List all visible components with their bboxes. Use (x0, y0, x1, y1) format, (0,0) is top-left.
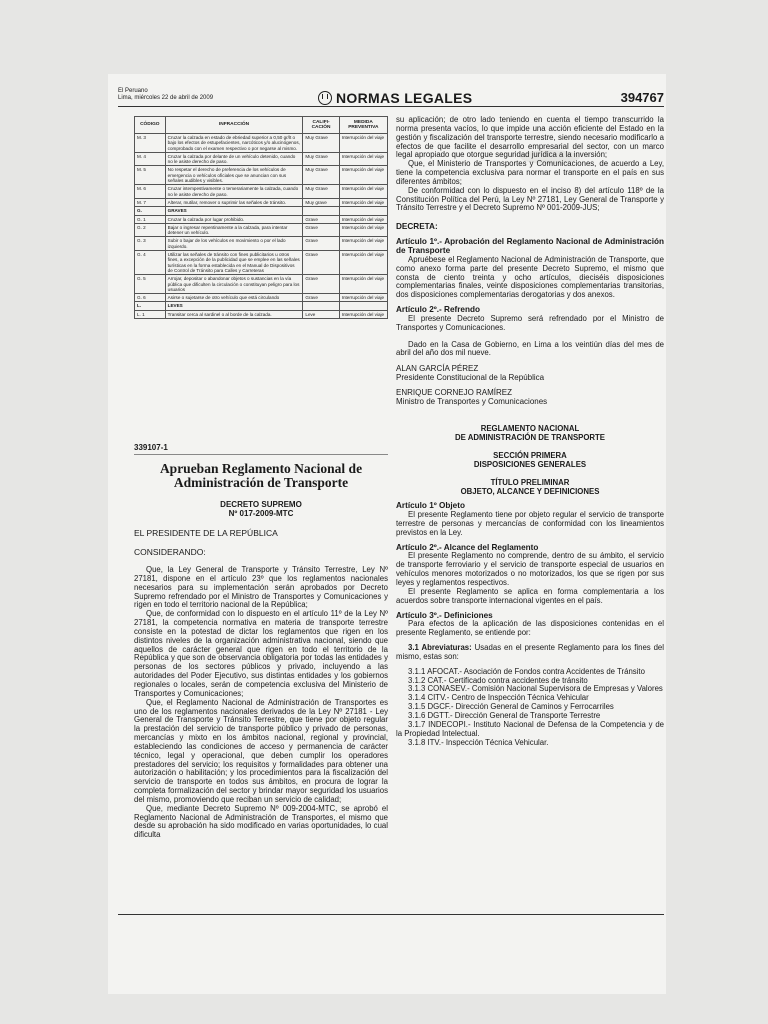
table-row (135, 134, 388, 153)
table-group-row (135, 302, 388, 310)
cell-code: M. 4 (135, 152, 166, 166)
cell-infraction: Utilizar las señales de tránsito con fines publicitarios u otros fines, a excepción de la publicidad que se emplee en las señales turísticas en la forma establecida en el Manual de Dispositivos de Control de Tránsito para Calles y Carreteras (165, 251, 303, 275)
cell-rating (303, 207, 339, 215)
paragraph: Dado en la Casa de Gobierno, en Lima a los veintiún días del mes de abril del año dos mil nueve. (396, 339, 664, 358)
table-group-row (135, 207, 388, 215)
table-row (135, 251, 388, 275)
cell-measure: Interrupción del viaje (339, 215, 387, 223)
abbreviation-list (396, 668, 664, 748)
abbreviation-item: 3.1.5 DGCF.- Dirección General de Caminos y Ferrocarriles (408, 702, 614, 712)
cell-measure (339, 207, 387, 215)
cell-code: L. 1 (135, 310, 166, 318)
cell-code: G. 6 (135, 294, 166, 302)
col-header-rating: CALIFI-CACIÓN (303, 117, 339, 134)
signer-name: ALAN GARCÍA PÉREZ (396, 364, 479, 374)
emblem-icon (318, 91, 332, 105)
cell-measure: Interrupción del viaje (339, 275, 387, 294)
paragraph: El presente Reglamento se aplica en forma complementaria a los acuerdos sobre transporte internacional vigentes en el país. (396, 586, 664, 605)
issue-date: Lima, miércoles 22 de abril de 2009 (118, 95, 214, 101)
article-title: Artículo 1º Objeto (396, 501, 465, 511)
cell-infraction: Cruzar intempestivamente o temerariamente la calzada, cuando no le asiste derecho de paso. (165, 185, 303, 199)
section-heading (396, 451, 664, 469)
col-header-infraction: INFRACCIÓN (165, 117, 303, 134)
section-title-text: NORMAS LEGALES (336, 90, 473, 106)
abbreviation-item: 3.1.1 AFOCAT.- Asociación de Fondos contra Accidentes de Tránsito (408, 666, 645, 676)
abbreviation-item: 3.1.4 CITV.- Centro de Inspección Técnica Vehicular (408, 693, 589, 703)
cell-rating: Grave (303, 294, 339, 302)
abbr-heading: 3.1 Abreviaturas: (408, 643, 472, 653)
decree-label: DECRETO SUPREMO (220, 500, 302, 509)
table-row (135, 198, 388, 206)
cell-measure: Interrupción del viaje (339, 251, 387, 275)
cell-infraction: LEVES (165, 302, 303, 310)
cell-rating: Muy Grave (303, 166, 339, 185)
signer-role: Presidente Constitucional de la República (396, 373, 545, 383)
paragraph: El presente Decreto Supremo será refrendado por el Ministro de Transportes y Comunicaciones. (396, 313, 664, 332)
title-1: TÍTULO PRELIMINAR (490, 478, 570, 488)
abbr-intro: Usadas en el presente Reglamento para los fines del mismo, estas son: (396, 643, 664, 661)
abbreviation-item: 3.1.6 DGTT.- Dirección General de Transporte Terrestre (408, 710, 601, 720)
cell-measure: Interrupción del viaje (339, 310, 387, 318)
article-title: Artículo 2º.- Alcance del Reglamento (396, 542, 539, 552)
regulation-title-2: DE ADMINISTRACIÓN DE TRANSPORTE (454, 433, 606, 443)
paragraph: El presente Reglamento no comprende, dentro de su ámbito, el servicio de transporte ferroviario y el servicio de transporte especial de usuarios en vehículos menores motorizados o no motorizados, los que se rigen por sus leyes y reglamentos respectivos. (396, 551, 664, 587)
cell-code: M. 3 (135, 134, 166, 153)
paragraph: Que, de conformidad con lo dispuesto en el artículo 11º de la Ley Nº 27181, la competencia normativa en materia de transporte terrestre consiste en la potestad de dictar los reglamentos que rigen en los distintos niveles de la organización administrativa nacional, siendo que aquellos de carácter general que rigen en todo el territorio de la República y que son de observancia obligatoria por todas las entidades y personas de los sectores públicos y privado, incluyendo a las autoridades del Poder Ejecutivo, sus distintas entidades y los gobiernos regionales o locales, serán de competencia exclusiva del Ministerio de Transportes y Comunicaciones; (134, 609, 388, 698)
cell-code: M. 5 (135, 166, 166, 185)
left-body (134, 566, 388, 840)
cell-code: G. 1 (135, 215, 166, 223)
cell-measure: Interrupción del viaje (339, 166, 387, 185)
cell-measure: Interrupción del viaje (339, 185, 387, 199)
title-heading (396, 478, 664, 496)
paragraph: Que, el Ministerio de Transportes y Comunicaciones, de acuerdo a Ley, tiene la competencia exclusiva para normar el transporte en el país en sus diferentes ámbitos; (396, 159, 664, 186)
signature-2 (396, 388, 664, 406)
footer-divider (118, 914, 664, 915)
abbreviation-item: 3.1.3 CONASEV.- Comisión Nacional Supervisora de Empresas y Valores (408, 684, 663, 694)
paragraph: Que, la Ley General de Transporte y Tránsito Terrestre, Ley Nº 27181, dispone en el artículo 23º que los reglamentos nacionales necesarios para su implementación serán aprobados por Decreto Supremo refrendado por el Ministro de Transportes y Comunicaciones y rigen en todo el territorio nacional de la República; (134, 565, 388, 610)
cell-infraction: Cruzar la calzada en estado de ebriedad superior a 0,50 gr/lt o bajo los efectos de estupefacientes, narcóticos y/o alucinógenos, comprobado con el examen respectivo o por negarse al mismo. (165, 134, 303, 153)
cell-measure: Interrupción del viaje (339, 294, 387, 302)
section-1: SECCIÓN PRIMERA (493, 451, 567, 461)
paragraph: Apruébese el Reglamento Nacional de Administración de Transporte, que como anexo forma parte del presente Decreto Supremo, el mismo que consta de ciento treinta y ocho artículos, dieciséis disposiciones complementarias finales, veinte disposiciones complementarias transitorias, dos disposiciones complementarias derogatorias y dos anexos. (396, 254, 664, 300)
cell-rating: Grave (303, 251, 339, 275)
cell-infraction: Alterar, mutilar, remover o suprimir las señales de tránsito. (165, 198, 303, 206)
divider (134, 454, 388, 455)
abbreviation-item: 3.1.8 ITV.- Inspección Técnica Vehicular. (408, 737, 549, 747)
cell-measure: Interrupción del viaje (339, 237, 387, 251)
paragraph (396, 644, 664, 662)
table-row (135, 223, 388, 237)
cell-rating: Muy Grave (303, 152, 339, 166)
article-title: Artículo 3º.- Definiciones (396, 610, 493, 620)
table-row (135, 152, 388, 166)
header-divider (118, 106, 664, 107)
cell-code: M. 6 (135, 185, 166, 199)
cell-rating: Muy Grave (303, 185, 339, 199)
table-row (135, 310, 388, 318)
article-title: Artículo 1º.- Aprobación del Reglamento Nacional de Administración de Transporte (396, 237, 664, 255)
abbreviation-item: 3.1.2 CAT.- Certificado contra accidentes de tránsito (408, 675, 588, 685)
cell-infraction: No respetar el derecho de preferencia de los vehículos de emergencia o vehículos oficiales que se anuncian con sus señales audibles y visibles. (165, 166, 303, 185)
page-number: 394767 (620, 90, 664, 105)
cell-measure: Interrupción del viaje (339, 223, 387, 237)
decree-number: Nº 017-2009-MTC (228, 509, 294, 518)
regulation-title (396, 424, 664, 442)
cell-code: G. 3 (135, 237, 166, 251)
cell-infraction: GRAVES (165, 207, 303, 215)
cell-infraction: Arrojar, depositar o abandonar objetos o sustancias en la vía pública que dificulten la circulación o constituyan peligro para los usuarios (165, 275, 303, 294)
paper-name: El Peruano (118, 88, 148, 94)
section-title (318, 90, 472, 106)
cell-code: G. 5 (135, 275, 166, 294)
section-2: DISPOSICIONES GENERALES (473, 460, 587, 470)
cell-infraction: Bajar o ingresar repentinamente a la calzada, para intentar detener un vehículo. (165, 223, 303, 237)
cell-rating: Grave (303, 215, 339, 223)
cell-code: G. (135, 207, 166, 215)
president-line: EL PRESIDENTE DE LA REPÚBLICA (134, 528, 278, 538)
notice-title: Aprueban Reglamento Nacional de Administración de Transporte (159, 461, 363, 490)
paragraph: El presente Reglamento tiene por objeto regular el servicio de transporte terrestre de personas y mercancías de conformidad con los lineamientos previstos en la Ley. (396, 510, 664, 537)
decree-heading (134, 500, 388, 518)
col-header-code: CÓDIGO (135, 117, 166, 134)
cell-infraction: Cruzar la calzada por delante de un vehículo detenido, cuando no le asiste derecho de paso. (165, 152, 303, 166)
cell-rating: Muy grave (303, 198, 339, 206)
title-2: OBJETO, ALCANCE Y DEFINICIONES (460, 487, 600, 497)
table-row (135, 215, 388, 223)
cell-code: L. (135, 302, 166, 310)
paragraph: Para efectos de la aplicación de las disposiciones contenidas en el presente Reglamento, se entiende por: (396, 619, 664, 638)
cell-infraction: Subir o bajar de los vehículos en movimiento o por el lado izquierdo. (165, 237, 303, 251)
paragraph: su aplicación; de otro lado teniendo en cuenta el tiempo transcurrido la norma presenta vacíos, lo que impide una acción eficiente del Estado en la gestión y fiscalización del transporte terrestre, siendo necesario modificarlo a efectos de que facilite el desarrollo empresarial del sector, con un marco legal apropiado que otorgue seguridad jurídica a la inversión; (396, 115, 664, 160)
regulation-title-1: REGLAMENTO NACIONAL (480, 424, 580, 434)
considering-line: CONSIDERANDO: (134, 547, 206, 557)
table-row (135, 275, 388, 294)
cell-infraction: Asirse o sujetarse de otro vehículo que está circulando (165, 294, 303, 302)
table-row (135, 166, 388, 185)
cell-code: G. 2 (135, 223, 166, 237)
cell-measure: Interrupción del viaje (339, 198, 387, 206)
cell-rating: Muy Grave (303, 134, 339, 153)
abbreviation-item: 3.1.7 INDECOPI.- Instituto Nacional de Defensa de la Competencia y de la Propiedad Intelectual. (396, 719, 664, 738)
paragraph: Que, el Reglamento Nacional de Administración de Transportes es uno de los reglamentos nacionales derivados de la Ley Nº 27181 - Ley General de Transporte y Tránsito Terrestre, que tiene por objeto regular la prestación del servicio de transporte público y privado de personas, mercancías y mixto en los ámbitos nacional, regional y provincial, estableciendo las condiciones de acceso y permanencia de carácter técnico, legal y operacional, que deben cumplir los operadores prestadores del servicio; los requisitos y formalidades para obtener una autorización o habilitación; y los procedimientos para la fiscalización del servicio de transporte en todos sus ámbitos, en procura de lograr la completa formalización del sector y brindar mayor seguridad los usuarios del mismo, promoviendo que reciban un servicio de calidad; (134, 697, 388, 804)
header-left (118, 88, 213, 102)
cell-measure: Interrupción del viaje (339, 134, 387, 153)
table-row (135, 185, 388, 199)
infractions-table (134, 116, 388, 319)
cell-measure (339, 302, 387, 310)
signer-name: ENRIQUE CORNEJO RAMÍREZ (396, 388, 513, 398)
cell-measure: Interrupción del viaje (339, 152, 387, 166)
table-row (135, 294, 388, 302)
right-body (396, 116, 664, 747)
col-header-measure: MEDIDA PREVENTIVA (339, 117, 387, 134)
cell-infraction: Cruzar la calzada por lugar prohibido. (165, 215, 303, 223)
cell-code: G. 4 (135, 251, 166, 275)
paragraph: De conformidad con lo dispuesto en el inciso 8) del artículo 118º de la Constitución Política del Perú, la Ley Nº 27181, Ley General de Transporte y Tránsito Terrestre y el Decreto Supremo Nº 001-2009-JUS; (396, 185, 664, 213)
paragraph: Que, mediante Decreto Supremo Nº 009-2004-MTC, se aprobó el Reglamento Nacional de Administración de Transportes, el mismo que desde su aprobación ha sido modificado en varias oportunidades, lo cual dificulta (134, 803, 388, 840)
decreta-heading: DECRETA: (396, 222, 438, 232)
cell-code: M. 7 (135, 198, 166, 206)
cell-infraction: Transitar cerca al sardinel o al borde de la calzada. (165, 310, 303, 318)
cell-rating (303, 302, 339, 310)
cell-rating: Leve (303, 310, 339, 318)
cell-rating: Grave (303, 237, 339, 251)
cell-rating: Grave (303, 223, 339, 237)
signature-1 (396, 364, 664, 382)
notice-code: 339107-1 (134, 443, 168, 452)
cell-rating: Grave (303, 275, 339, 294)
signer-role: Ministro de Transportes y Comunicaciones (396, 397, 548, 407)
article-title: Artículo 2º.- Refrendo (396, 305, 480, 315)
table-row (135, 237, 388, 251)
table-header-row (135, 117, 388, 134)
